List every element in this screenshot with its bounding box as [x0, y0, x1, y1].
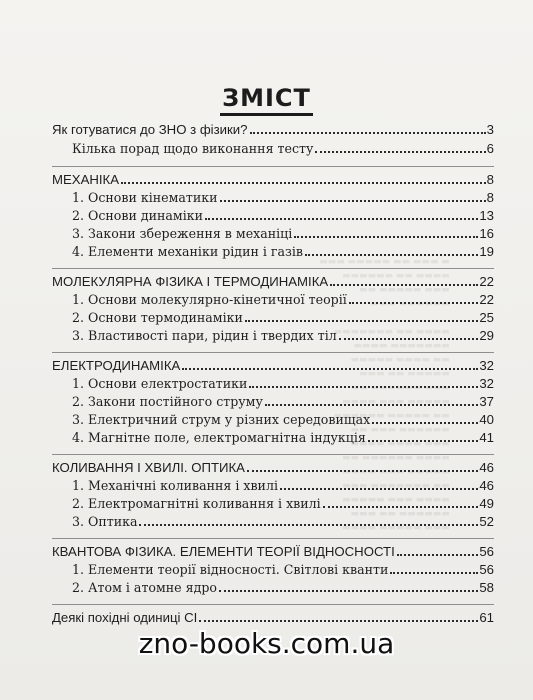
- toc-label: МЕХАНІКА: [52, 172, 120, 187]
- toc-label: 3. Електричний струм у різних середовищах: [72, 412, 371, 427]
- toc-label: МОЛЕКУЛЯРНА ФІЗИКА І ТЕРМОДИНАМІКА: [52, 274, 329, 289]
- dot-leader: [121, 181, 486, 184]
- toc-label: 3. Закони збереження в механіці: [72, 226, 293, 241]
- toc-page-number: 22: [479, 292, 494, 307]
- toc-label: 2. Основи термодинаміки: [72, 310, 243, 325]
- toc-entry[interactable]: [72, 578, 494, 596]
- dot-leader: [199, 619, 478, 622]
- toc-entry[interactable]: [72, 206, 494, 224]
- toc-entry[interactable]: [72, 494, 494, 512]
- dot-leader: [265, 403, 478, 406]
- toc-section-heading[interactable]: [52, 272, 494, 290]
- toc-label: 2. Основи динаміки: [72, 208, 203, 223]
- toc-label: 3. Властивості пари, рідин і твердих тіл: [72, 328, 337, 343]
- dot-leader: [368, 439, 479, 442]
- toc-page-number: 56: [479, 544, 494, 559]
- dot-leader: [205, 217, 478, 220]
- page-title: ЗМІСТ: [0, 84, 533, 112]
- dot-leader: [397, 553, 479, 556]
- section-divider: [52, 352, 494, 353]
- toc-page-number: 13: [479, 208, 494, 223]
- dot-leader: [245, 319, 478, 322]
- section-divider: [52, 604, 494, 605]
- toc-entry[interactable]: [72, 224, 494, 242]
- toc-page-number: 52: [479, 514, 494, 529]
- dot-leader: [390, 571, 478, 574]
- section-divider: [52, 166, 494, 167]
- toc-page-number: 61: [479, 610, 494, 625]
- toc-section-heading[interactable]: [52, 356, 494, 374]
- toc-label: 1. Механічні коливання і хвилі: [72, 478, 278, 493]
- toc-entry[interactable]: [72, 476, 494, 494]
- toc-label: 1. Елементи теорії відносності. Світлові кванти: [72, 562, 389, 577]
- toc-label: 4. Елементи механіки рідин і газів: [72, 244, 303, 259]
- toc-label: КВАНТОВА ФІЗИКА. ЕЛЕМЕНТИ ТЕОРІЇ ВІДНОСНОСТІ: [52, 544, 395, 559]
- toc-label: 3. Оптика: [72, 514, 138, 529]
- toc-label: Як готуватися до ЗНО з фізики?: [52, 122, 248, 137]
- toc-page-number: 6: [486, 141, 494, 156]
- toc-page-number: 41: [479, 430, 494, 445]
- toc-entry[interactable]: [72, 512, 494, 530]
- toc-entry-intro[interactable]: [52, 120, 494, 138]
- toc-page-number: 8: [486, 172, 494, 187]
- toc-entry-units[interactable]: [52, 608, 494, 626]
- site-watermark: zno-books.com.ua: [138, 627, 395, 660]
- dot-leader: [339, 337, 479, 340]
- toc-page-number: 56: [479, 562, 494, 577]
- toc-label: 1. Основи електростатики: [72, 376, 248, 391]
- toc-page-number: 29: [479, 328, 494, 343]
- toc-page-number: 19: [479, 244, 494, 259]
- toc-section-heading[interactable]: [52, 170, 494, 188]
- dot-leader: [220, 199, 486, 202]
- toc-label: Кілька порад щодо виконання тесту: [72, 141, 314, 156]
- toc-entry[interactable]: [72, 290, 494, 308]
- dot-leader: [280, 487, 478, 490]
- dot-leader: [139, 523, 478, 526]
- toc-label: 4. Магнітне поле, електромагнітна індукція: [72, 430, 366, 445]
- toc-page-number: 8: [486, 190, 494, 205]
- dot-leader: [249, 385, 478, 388]
- toc-page-number: 32: [479, 376, 494, 391]
- section-divider: [52, 538, 494, 539]
- toc-label: 2. Закони постійного струму: [72, 394, 263, 409]
- toc-label: 1. Основи кінематики: [72, 190, 218, 205]
- toc-page-number: 49: [479, 496, 494, 511]
- toc-entry[interactable]: [72, 139, 494, 157]
- dot-leader: [330, 283, 478, 286]
- toc-entry[interactable]: [72, 326, 494, 344]
- dot-leader: [247, 469, 478, 472]
- toc-section-heading[interactable]: [52, 542, 494, 560]
- toc-page-number: 25: [479, 310, 494, 325]
- dot-leader: [372, 421, 478, 424]
- toc-entry[interactable]: [72, 428, 494, 446]
- toc-entry[interactable]: [72, 242, 494, 260]
- toc-label: 2. Атом і атомне ядро: [72, 580, 217, 595]
- toc-entry[interactable]: [72, 410, 494, 428]
- dot-leader: [305, 253, 478, 256]
- toc-label: Деякі похідні одиниці СІ: [52, 610, 198, 625]
- toc-page-number: 3: [486, 122, 494, 137]
- toc-page-number: 16: [479, 226, 494, 241]
- toc-page-number: 58: [479, 580, 494, 595]
- dot-leader: [323, 505, 479, 508]
- toc-page-number: 32: [479, 358, 494, 373]
- toc-label: КОЛИВАННЯ І ХВИЛІ. ОПТИКА: [52, 460, 245, 475]
- toc-label: ЕЛЕКТРОДИНАМІКА: [52, 358, 181, 373]
- toc-entry[interactable]: [72, 188, 494, 206]
- toc-page-number: 46: [479, 478, 494, 493]
- section-divider: [52, 454, 494, 455]
- bleed-through-text: ▬ ▬▬▬ ▬▬ ▬▬▬▬▬ ▬▬▬ ▬▬▬▬ ▬▬ ▬▬▬▬▬▬ ▬▬▬ ▬▬▬▬▬ ▬▬ ▬▬▬▬▬▬ ▬▬▬ ▬▬▬▬ ▬▬ ▬▬▬▬▬▬▬ ▬▬▬▬▬▬▬ ▬▬▬▬ ▬▬ ▬▬▬▬ ▬▬▬▬▬ ▬▬▬▬▬ ▬▬ ▬▬▬ ▬▬▬ ▬▬▬▬▬▬ ▬▬ ▬▬▬▬▬ ▬▬▬ ▬▬▬▬ ▬▬ ▬▬▬▬▬ ▬▬▬▬▬▬ ▬▬▬▬▬▬ ▬▬▬ ▬▬ ▬▬▬ ▬▬▬▬ ▬▬▬▬ ▬▬▬▬ ▬▬▬▬▬▬ ▬▬ ▬▬▬▬▬ ▬▬▬ ▬▬▬▬ ▬▬ ▬▬▬▬▬▬▬ ▬▬▬ ▬▬▬▬ ▬▬▬ ▬▬▬▬▬ ▬▬▬▬▬▬ ▬▬ ▬▬▬ ▬▬▬ ▬▬▬▬▬ ▬▬▬▬: [319, 257, 450, 533]
- toc-section-heading[interactable]: [52, 458, 494, 476]
- dot-leader: [315, 150, 485, 153]
- dot-leader: [219, 589, 478, 592]
- toc-page-number: 40: [479, 412, 494, 427]
- toc-page-number: 46: [479, 460, 494, 475]
- section-divider: [52, 268, 494, 269]
- dot-leader: [349, 301, 479, 304]
- dot-leader: [294, 235, 478, 238]
- toc-page-number: 22: [479, 274, 494, 289]
- dot-leader: [250, 131, 486, 134]
- toc-entry[interactable]: [72, 308, 494, 326]
- toc-page-number: 37: [479, 394, 494, 409]
- toc-label: 1. Основи молекулярно-кінетичної теорії: [72, 292, 347, 307]
- toc-entry[interactable]: [72, 392, 494, 410]
- toc-entry[interactable]: [72, 560, 494, 578]
- dot-leader: [182, 367, 478, 370]
- toc-entry[interactable]: [72, 374, 494, 392]
- toc-label: 2. Електромагнітні коливання і хвилі: [72, 496, 321, 511]
